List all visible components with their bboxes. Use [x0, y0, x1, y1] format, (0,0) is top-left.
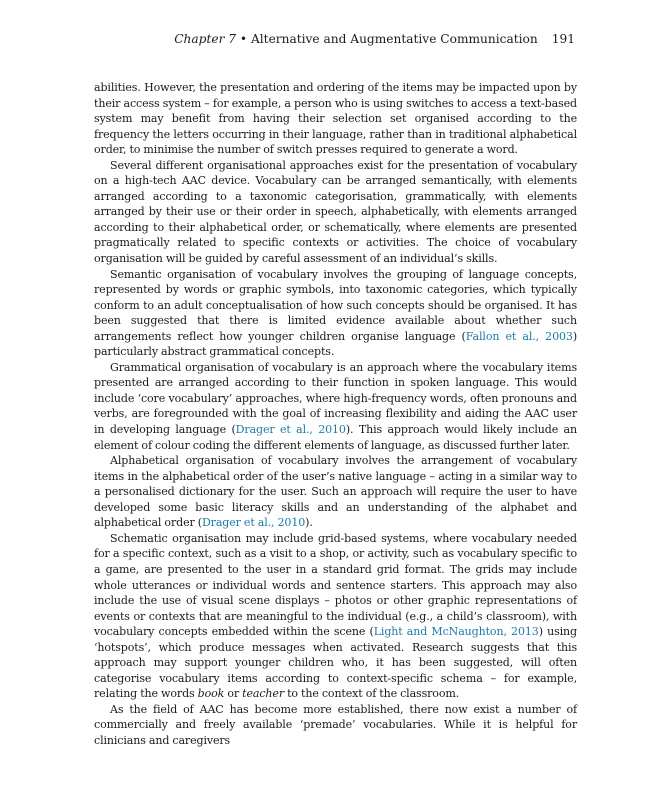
- paragraph: [94, 80, 577, 158]
- paragraph: [94, 453, 577, 531]
- emphasis-text: teacher: [242, 687, 284, 701]
- running-head: [94, 31, 575, 47]
- citation-link[interactable]: Light and McNaughton, 2013: [373, 625, 539, 639]
- paragraph: [94, 531, 577, 702]
- paragraph-text: Alphabetical organisation of vocabulary involves the arrangement of vocabulary items in the alphabetical order of the user’s native language – acting in a similar way to a personalised dictionary for the user. Such an approach will require the user to have developed some basic literacy skills and an understanding of the alphabet and alphabetical order (: [94, 454, 577, 530]
- paragraph-text: or: [224, 687, 243, 701]
- paragraph-text: Several different organisational approaches exist for the presentation of vocabulary on a high-tech AAC device. Vocabulary can be arranged semantically, with elements arranged according to a taxonomic categorisation, grammatically, with elements arranged by their use or their order in speech, alphabetically, with elements arranged according to their alphabetical order, or schematically, where elements are presented pragmatically related to specific contexts or activities. The choice of vocabulary organisation will be guided by careful assessment of an individual’s skills.: [94, 158, 577, 266]
- paragraph-text: ) particularly abstract grammatical concepts.: [94, 329, 578, 359]
- paragraph-text: ). This approach would likely include an element of colour coding the different elements of language, as discussed further later.: [94, 423, 577, 452]
- paragraph-text: abilities. However, the presentation and ordering of the items may be impacted upon by their access system – for example, a person who is using switches to access a text-based system may benefit from having their selection set organised according to the frequency the letters occurring in their language, rather than in traditional alphabetical order, to minimise the number of switch presses required to generate a word.: [94, 81, 577, 157]
- paragraph-text: ) using ‘hotspots’, which produce messages when activated. Research suggests that this approach may support younger children who, it has been suggested, will often categorise vocabulary items according to context-specific schema – for example, relating the words: [94, 625, 578, 701]
- chapter-title: Alternative and Augmentative Communication: [250, 32, 538, 46]
- paragraph: [94, 158, 577, 267]
- citation-link[interactable]: Drager et al., 2010: [201, 516, 306, 530]
- paragraph-text: Semantic organisation of vocabulary involves the grouping of language concepts, represented by words or graphic symbols, into taxonomic categories, which typically conform to an adult conceptualisation of how such concepts should be organised. It has been suggested that there is limited evidence available about whether such arrangements reflect how younger children organise language (: [94, 267, 577, 343]
- paragraph-text: ).: [305, 516, 313, 530]
- citation-link[interactable]: Drager et al., 2010: [235, 423, 346, 437]
- paragraph-text: Schematic organisation may include grid-based systems, where vocabulary needed for a specific context, such as a visit to a shop, or activity, such as vocabulary specific to a game, are presented to the user in a standard grid format. The grids may include whole utterances or individual words and sentence starters. This approach may also include the use of visual scene displays – photos or other graphic representations of events or contexts that are meaningful to the individual (e.g., a child’s classroom), with vocabulary concepts embedded within the scene (: [94, 531, 577, 639]
- emphasis-text: book: [197, 687, 225, 701]
- paragraph: [94, 267, 577, 360]
- citation-link[interactable]: Fallon et al., 2003: [465, 329, 573, 343]
- paragraph-text: As the field of AAC has become more established, there now exist a number of commercially and freely available ‘premade’ vocabularies. While it is helpful for clinicians and caregivers: [94, 702, 577, 747]
- paragraph-text: Grammatical organisation of vocabulary is an approach where the vocabulary items presented are arranged according to their function in spoken language. This would include ‘core vocabulary’ approaches, where high-frequency words, often pronouns and verbs, are foregrounded with the goal of increasing flexibility and aiding the AAC user in developing language (: [94, 360, 577, 437]
- chapter-label: Chapter 7: [174, 32, 237, 46]
- paragraph: [94, 360, 577, 453]
- paragraph-text: to the context of the classroom.: [283, 687, 460, 701]
- body-text: [94, 80, 577, 749]
- page-number: 191: [551, 32, 575, 46]
- header-separator: •: [236, 32, 251, 46]
- paragraph: [94, 702, 577, 749]
